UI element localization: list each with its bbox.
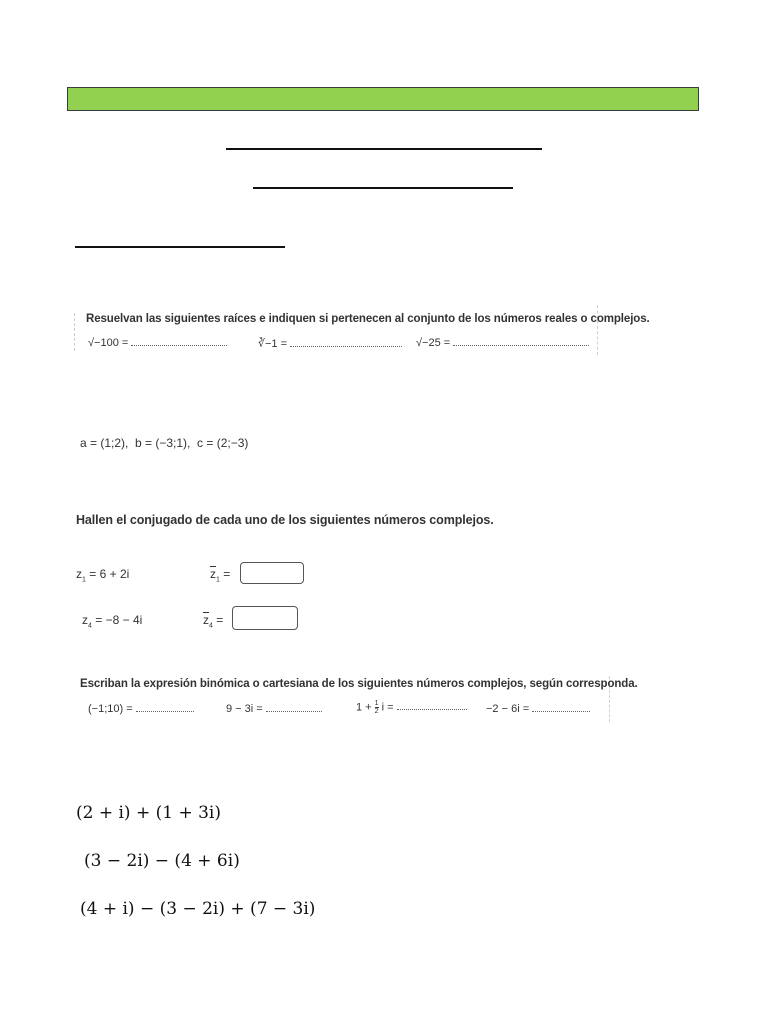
binomial-item-4: −2 − 6i = [486, 703, 530, 715]
z1-conjugate-answer-box[interactable] [240, 562, 304, 584]
operation-2: (3 − 2i) − (4 + 6i) [84, 851, 240, 871]
z1-expression: $z_1 = 6 + 2i$ [76, 567, 130, 584]
conjugate-instruction: Hallen el conjugado de cada uno de los siguientes números complejos. [76, 513, 494, 527]
half-fraction: $\frac{1}{2}$ [374, 700, 379, 715]
title-underline-2 [253, 187, 513, 189]
binomial-blank-4 [532, 703, 590, 712]
roots-exercise [86, 305, 650, 355]
complex-pairs: a = (1;2), b = (−3;1), c = (2;−3) [80, 436, 249, 450]
binomial-blank-1 [136, 703, 194, 712]
binomial-exercise [78, 672, 638, 722]
binomial-item-1: (−1;10) = [88, 703, 133, 715]
operation-1: (2 + i) + (1 + 3i) [76, 803, 222, 823]
root-item-3: √−25 = [416, 337, 451, 349]
roots-instruction: Resuelvan las siguientes raíces e indiquen si pertenecen al conjunto de los números reales o complejos. [86, 313, 650, 325]
header-bar [67, 87, 699, 111]
title-underline-1 [226, 148, 542, 150]
z1-conjugate-label: $\overline{z}_1$ = [210, 567, 231, 584]
binomial-item-3-pre: 1 + [356, 701, 372, 714]
answer-blank-3 [453, 337, 589, 346]
binomial-instruction: Escriban la expresión binómica o cartesiana de los siguientes números complejos, según corresponda. [80, 678, 638, 690]
z4-conjugate-label: $\overline{z}_4$ = [203, 613, 224, 630]
operation-3: (4 + i) − (3 − 2i) + (7 − 3i) [80, 899, 316, 919]
answer-blank-2 [290, 338, 402, 347]
z4-expression: $z_4 = -8 - 4i$ [82, 613, 143, 630]
z4-conjugate-answer-box[interactable] [232, 606, 298, 630]
binomial-item-2: 9 − 3i = [226, 703, 263, 715]
root-item-1: √−100 = [88, 337, 129, 349]
binomial-blank-2 [266, 703, 322, 712]
section-underline [75, 246, 285, 248]
root-item-2: ∛−1 = [258, 338, 288, 350]
binomial-blank-3 [397, 701, 467, 710]
answer-blank-1 [131, 337, 227, 346]
binomial-item-3-post: i = [381, 701, 394, 714]
